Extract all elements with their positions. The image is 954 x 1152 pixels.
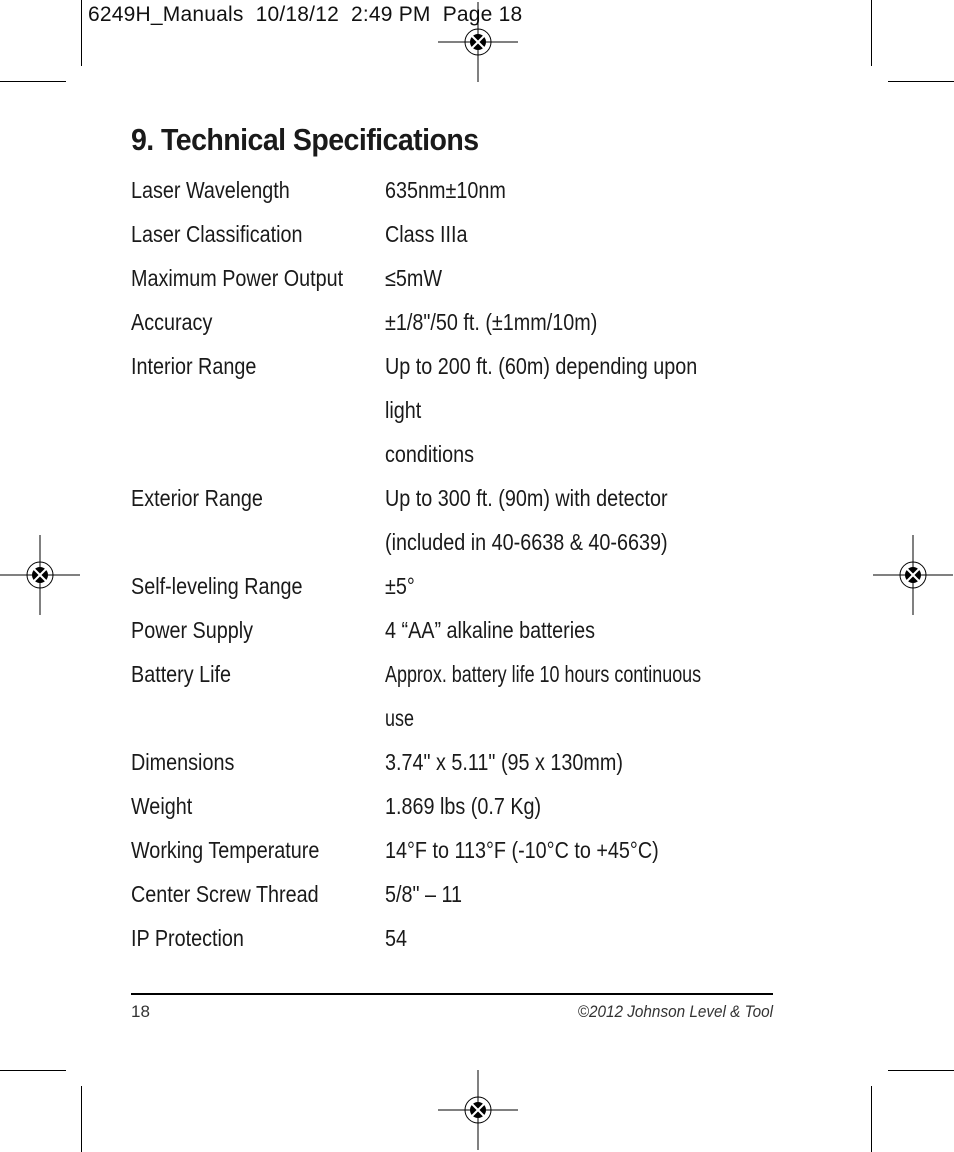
spec-label: Self-leveling Range xyxy=(131,573,303,599)
spec-value: 4 “AA” alkaline batteries xyxy=(385,617,596,643)
crop-mark-top-left-vertical xyxy=(81,0,82,66)
spec-row-interior-range xyxy=(131,344,791,476)
spec-label: IP Protection xyxy=(131,925,244,951)
spec-value: Up to 300 ft. (90m) with detector (included in 40-6638 & 40-6639) xyxy=(385,485,668,555)
spec-value: 635nm±10nm xyxy=(385,177,506,203)
spec-value: 14°F to 113°F (-10°C to +45°C) xyxy=(385,837,659,863)
spec-label: Battery Life xyxy=(131,661,232,687)
spec-row-exterior-range xyxy=(131,476,791,564)
spec-row-center-screw-thread xyxy=(131,872,791,916)
crop-mark-top-right-vertical xyxy=(871,0,872,66)
page-number: 18 xyxy=(131,1002,150,1021)
spec-row-accuracy xyxy=(131,300,791,344)
spec-table xyxy=(131,168,791,960)
crop-mark-bottom-left-horizontal xyxy=(0,1070,66,1071)
spec-row-ip-protection xyxy=(131,916,791,960)
copyright-notice: ©2012 Johnson Level & Tool xyxy=(577,1002,773,1021)
spec-value: Up to 200 ft. (60m) depending upon light conditions xyxy=(385,353,698,467)
spec-value: 5/8" – 11 xyxy=(385,881,463,907)
spec-label: Weight xyxy=(131,793,193,819)
spec-value: ±5° xyxy=(385,573,415,599)
spec-row-laser-wavelength xyxy=(131,168,791,212)
spec-row-weight xyxy=(131,784,791,828)
spec-value: 1.869 lbs (0.7 Kg) xyxy=(385,793,542,819)
spec-label: Dimensions xyxy=(131,749,235,775)
registration-mark-bottom-icon xyxy=(438,1070,518,1150)
spec-label: Interior Range xyxy=(131,353,257,379)
spec-label: Working Temperature xyxy=(131,837,320,863)
spec-label: Center Screw Thread xyxy=(131,881,319,907)
registration-mark-top-icon xyxy=(438,2,518,82)
crop-mark-bottom-right-horizontal xyxy=(888,1070,954,1071)
spec-value: ≤5mW xyxy=(385,265,443,291)
spec-value: 54 xyxy=(385,925,408,951)
registration-mark-right-icon xyxy=(873,535,953,615)
footer-divider xyxy=(131,993,773,995)
spec-label: Power Supply xyxy=(131,617,254,643)
registration-mark-left-icon xyxy=(0,535,80,615)
section-title: 9. Technical Specifications xyxy=(131,122,479,157)
spec-value: Class IIIa xyxy=(385,221,468,247)
spec-row-dimensions xyxy=(131,740,791,784)
spec-value: Approx. battery life 10 hours continuous use xyxy=(385,661,702,731)
spec-label: Accuracy xyxy=(131,309,213,335)
spec-label: Exterior Range xyxy=(131,485,263,511)
spec-row-self-leveling-range xyxy=(131,564,791,608)
spec-row-maximum-power-output xyxy=(131,256,791,300)
spec-row-laser-classification xyxy=(131,212,791,256)
crop-mark-bottom-left-vertical xyxy=(81,1086,82,1152)
spec-value: 3.74" x 5.11" (95 x 130mm) xyxy=(385,749,623,775)
crop-mark-bottom-right-vertical xyxy=(871,1086,872,1152)
printer-slug-line: 6249H_Manuals 10/18/12 2:49 PM Page 18 xyxy=(88,3,523,26)
crop-mark-top-right-horizontal xyxy=(888,81,954,82)
spec-value: ±1/8"/50 ft. (±1mm/10m) xyxy=(385,309,598,335)
spec-label: Maximum Power Output xyxy=(131,265,344,291)
crop-mark-top-left-horizontal xyxy=(0,81,66,82)
spec-label: Laser Wavelength xyxy=(131,177,290,203)
spec-row-working-temperature xyxy=(131,828,791,872)
spec-label: Laser Classification xyxy=(131,221,303,247)
spec-row-power-supply xyxy=(131,608,791,652)
spec-row-battery-life xyxy=(131,652,791,740)
